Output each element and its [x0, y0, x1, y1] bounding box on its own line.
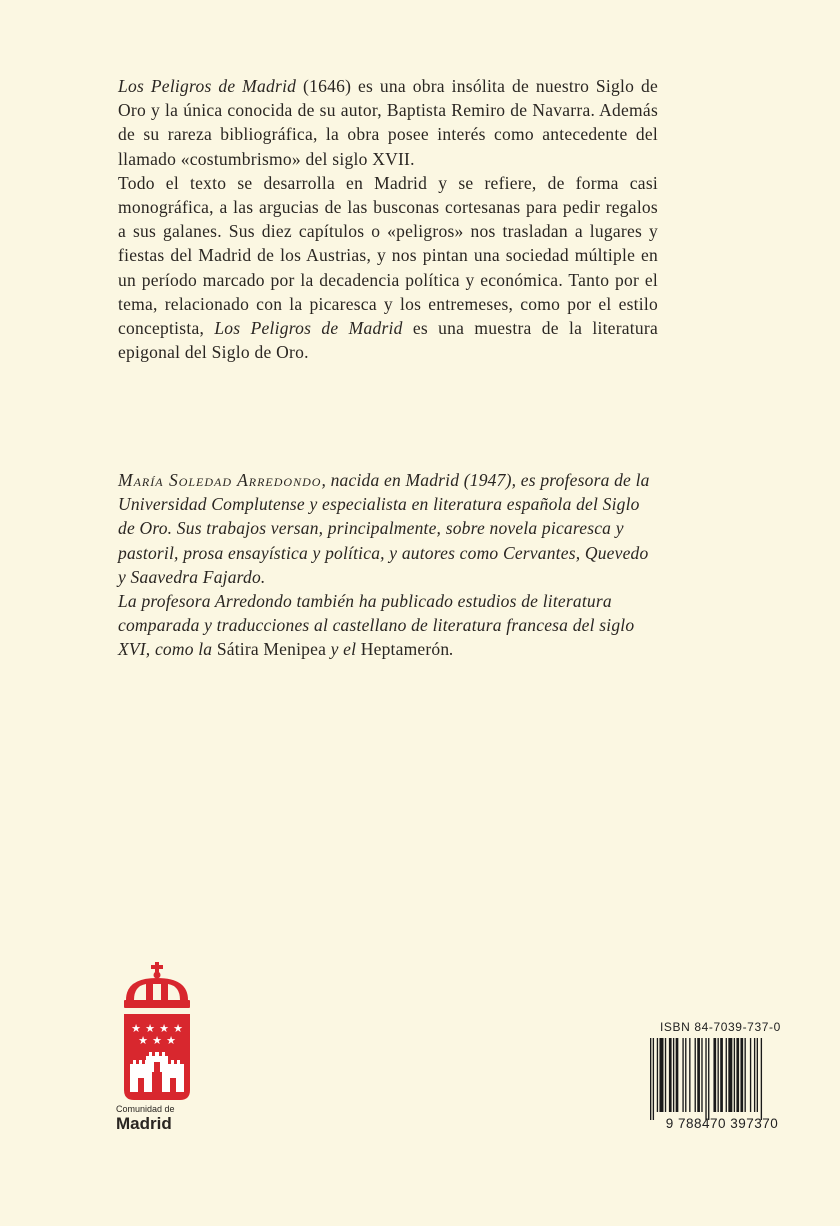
synopsis-paragraph-1: Los Peligros de Madrid (1646) es una obra insólita de nuestro Siglo de Oro y la única conocida de su autor, Baptista Remiro de Navarra. Además de su rareza bibliográfica, la obra posee interés como antecedente del llamado «costumbrismo» del siglo XVII.: [118, 76, 658, 169]
work-title: Heptamerón: [360, 639, 450, 660]
emblem-label-madrid: Madrid: [116, 1114, 172, 1133]
svg-text:★: ★: [166, 1034, 176, 1047]
svg-text:★: ★: [138, 1034, 148, 1047]
svg-text:★: ★: [145, 1022, 155, 1035]
book-title: Los Peligros de Madrid: [214, 318, 403, 339]
author-bio: [118, 468, 658, 662]
author-bio-paragraph-1: María Soledad Arredondo, nacida en Madrid (1947), es profesora de la Universidad Complutense y especialista en literatura española del Siglo de Oro. Sus trabajos versan, principalmente, sobre novela picaresca y pastoril, prosa ensayística y política, y autores como Cervantes, Quevedo y Saavedra Fajardo.: [118, 470, 650, 587]
author-name: María Soledad Arredondo: [118, 470, 322, 490]
author-bio-paragraph-2: La profesora Arredondo también ha publicado estudios de literatura comparada y traducciones al castellano de literatura francesa del siglo XVI, como la Sátira Menipea y el Heptamerón.: [118, 591, 635, 660]
svg-text:★: ★: [152, 1034, 162, 1047]
synopsis: [118, 74, 658, 364]
barcode-digits: 9 788470 397370: [665, 1116, 779, 1130]
book-title: Los Peligros de Madrid: [118, 76, 297, 96]
svg-text:★: ★: [131, 1022, 141, 1035]
emblem-label: Comunidad de: [116, 1104, 175, 1114]
synopsis-paragraph-2: Todo el texto se desarrolla en Madrid y se refiere, de forma casi monográfica, a las argucias de las busconas cortesanas para pedir regalos a sus galanes. Sus diez capítulos o «peligros» nos trasladan a lugares y fiestas del Madrid de los Austrias, y nos pintan una sociedad múltiple en un período marcado por la decadencia política y económica. Tanto por el tema, relacionado con la picaresca y los entremeses, como por el estilo conceptista, Los Peligros de Madrid es una muestra de la literatura epigonal del Siglo de Oro.: [118, 172, 659, 363]
svg-text:★: ★: [173, 1022, 183, 1035]
isbn-label: ISBN 84-7039-737-0: [660, 1020, 781, 1034]
svg-text:★: ★: [159, 1022, 169, 1035]
work-title: Sátira Menipea: [216, 639, 327, 660]
barcode-icon: [636, 1038, 808, 1130]
